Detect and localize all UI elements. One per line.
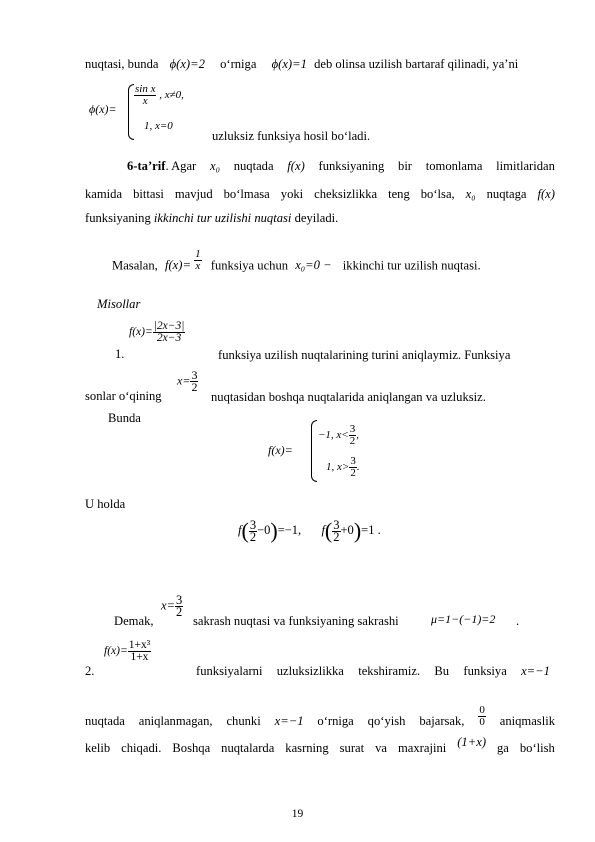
formula-x-minus-1: x=−1 bbox=[521, 664, 550, 678]
limit-value: =1 . bbox=[361, 522, 381, 537]
punctuation: , bbox=[356, 429, 359, 442]
zero-over-zero bbox=[478, 705, 486, 728]
fraction-denominator: 1+x bbox=[130, 651, 149, 663]
text-fragment: uzluksizlikka bbox=[276, 664, 344, 678]
phi-case-2: 1, x=0 bbox=[144, 120, 173, 132]
text-fragment: cheksizlikka bbox=[314, 187, 378, 201]
formula-1-plus-x: (1+x) bbox=[457, 735, 487, 749]
example-1-line-2 bbox=[85, 388, 162, 404]
text-fragment: funksiyalarni bbox=[196, 664, 263, 678]
formula-phi-2: ϕ(x)=2 bbox=[169, 57, 205, 71]
example-2-line-3 bbox=[85, 735, 555, 756]
fraction-denominator: 2x−3 bbox=[156, 332, 182, 344]
fraction-denominator: 2 bbox=[349, 435, 356, 447]
text-fragment: bajarsak, bbox=[419, 714, 465, 728]
bunda-label: Bunda bbox=[108, 411, 141, 425]
defined-term: ikkinchi tur uzilishi nuqtasi bbox=[153, 211, 292, 225]
punctuation: . bbox=[516, 614, 520, 628]
text-fragment: aniqlanmagan, bbox=[138, 714, 213, 728]
limit-direction: −0 bbox=[257, 522, 271, 537]
text-fragment: Bu bbox=[434, 664, 450, 678]
definition-6-line-2 bbox=[85, 186, 555, 202]
formula-lhs: x= bbox=[161, 598, 175, 613]
text-fragment: bo‘lsa, bbox=[420, 187, 455, 201]
text-fragment: maxrajini bbox=[397, 741, 447, 755]
fraction-numerator: 1 bbox=[195, 248, 201, 260]
example-2-formula bbox=[104, 640, 151, 663]
text-fragment: qo‘yish bbox=[367, 714, 406, 728]
formula-x-minus-1: x=−1 bbox=[274, 714, 304, 728]
fraction-numerator: 3 bbox=[175, 593, 183, 607]
phi-def-caption: uzluksiz funksiya hosil bo‘ladi. bbox=[212, 129, 371, 143]
one-sided-limits: f( $\frac{3}{2}$ −0)=−1, f( $\frac{3}{2}$ +0)=1 . bbox=[238, 517, 381, 544]
text-fragment: funksiya bbox=[463, 664, 507, 678]
text-fragment: kamida bbox=[85, 187, 123, 201]
text-fragment: Masalan, bbox=[112, 258, 158, 273]
text-fragment: limitlaridan bbox=[496, 159, 555, 173]
fraction-denominator: 0 bbox=[479, 716, 485, 728]
example-2-number: 2. bbox=[85, 664, 95, 678]
formula-f-x: f(x)= bbox=[164, 258, 191, 273]
page-number: 19 bbox=[291, 808, 304, 820]
text-fragment: aniqmaslik bbox=[499, 714, 555, 728]
text-fragment: Boshqa bbox=[172, 741, 211, 755]
fraction-denominator: x bbox=[142, 95, 148, 107]
text-fragment: deb olinsa uzilish bartaraf qilinadi, ya’ni bbox=[314, 57, 519, 71]
formula-x0: x₀ bbox=[209, 159, 220, 173]
text-fragment: nuqtaga bbox=[486, 187, 527, 201]
formula-f: f bbox=[321, 522, 325, 537]
formula-f-x: f(x) bbox=[537, 187, 555, 201]
example-1-formula bbox=[129, 321, 185, 344]
punctuation: . bbox=[356, 461, 360, 474]
formula-f: f bbox=[238, 522, 242, 537]
text-fragment: teng bbox=[388, 187, 410, 201]
text-fragment: funksiya uchun bbox=[210, 258, 289, 273]
piecewise-case-2 bbox=[326, 456, 360, 479]
text-fragment: bittasi bbox=[133, 187, 164, 201]
formula-x0: x₀ bbox=[465, 187, 476, 201]
formula-lhs: x= bbox=[177, 373, 191, 388]
piecewise-lhs: f(x)= bbox=[268, 443, 293, 457]
case-expression: 1, x> bbox=[326, 461, 350, 474]
formula-f-x: f(x) bbox=[287, 159, 305, 173]
example-1-line-2-end: nuqtasidan boshqa nuqtalarida aniqlangan va uzluksiz. bbox=[211, 390, 486, 404]
text-fragment: bir bbox=[398, 159, 413, 173]
text-fragment: . Agar bbox=[165, 159, 197, 173]
text-fragment: chiqadi. bbox=[121, 741, 162, 755]
text-fragment: funksiyaning bbox=[318, 159, 385, 173]
case-condition: , x≠0, bbox=[159, 89, 184, 102]
text-fragment: funksiyaning bbox=[85, 211, 151, 225]
example-1-text: funksiya uzilish nuqtalarining turini aniqlaymiz. Funksiya bbox=[218, 348, 511, 362]
fraction-numerator: sin x bbox=[135, 83, 156, 95]
text-fragment: chunki bbox=[226, 714, 261, 728]
fraction-numerator: 3 bbox=[349, 423, 356, 435]
example-2-line-1 bbox=[196, 663, 550, 679]
phi-lhs: ϕ(x)= bbox=[89, 102, 117, 116]
example-1-number: 1. bbox=[115, 347, 125, 361]
case-expression: −1, x< bbox=[318, 429, 349, 442]
text-fragment: nuqtada bbox=[233, 159, 274, 173]
example-line bbox=[112, 248, 481, 278]
fraction-numerator: 3 bbox=[191, 368, 198, 382]
demak-text: sakrash nuqtasi va funksiyaning sakrashi bbox=[193, 614, 399, 628]
text-fragment: va bbox=[375, 741, 387, 755]
formula-x-three-halves bbox=[177, 370, 198, 393]
text-fragment: mavjud bbox=[174, 187, 213, 201]
example-2-line-2 bbox=[85, 704, 555, 736]
definition-6-line-1 bbox=[127, 158, 555, 174]
demak-x bbox=[161, 595, 183, 618]
text-fragment: deyiladi. bbox=[294, 211, 339, 225]
fraction-denominator: x bbox=[195, 260, 201, 272]
fraction-numerator: 0 bbox=[479, 704, 485, 716]
piecewise-brace bbox=[311, 420, 317, 482]
fraction-numerator: 1+x³ bbox=[128, 639, 151, 651]
fraction-denominator: 2 bbox=[333, 529, 340, 544]
formula-phi-1: ϕ(x)=1 bbox=[271, 57, 307, 71]
text-fragment: tekshiramiz. bbox=[358, 664, 421, 678]
text-fragment: kasrning bbox=[285, 741, 329, 755]
fraction-denominator: 2 bbox=[350, 467, 356, 479]
text-fragment: nuqtasi, bunda bbox=[85, 57, 159, 71]
limit-direction: +0 bbox=[340, 522, 354, 537]
text-fragment: surat bbox=[339, 741, 365, 755]
text-line-1 bbox=[85, 56, 555, 72]
formula-lhs: f(x)= bbox=[129, 326, 153, 339]
text-fragment: tomonlama bbox=[425, 159, 483, 173]
fraction-numerator: |2x−3| bbox=[153, 320, 185, 332]
text-fragment: sonlar o‘qining bbox=[85, 389, 162, 403]
definition-label: 6-ta’rif bbox=[127, 159, 166, 173]
formula-lhs: f(x)= bbox=[104, 645, 128, 658]
formula-x0-limit: x₀=0 − bbox=[295, 258, 332, 273]
jump-formula: μ=1−(−1)=2 bbox=[431, 612, 496, 626]
text-fragment: o‘rniga bbox=[220, 57, 257, 71]
text-fragment: nuqtada bbox=[85, 714, 125, 728]
section-heading-misollar: Misollar bbox=[97, 297, 141, 311]
text-fragment: ga bbox=[497, 741, 509, 755]
piecewise-case-1 bbox=[318, 424, 359, 447]
text-fragment: kelib bbox=[85, 741, 111, 755]
fraction-denominator: 2 bbox=[175, 605, 183, 619]
phi-case-1 bbox=[134, 84, 184, 107]
text-fragment: ikkinchi tur uzilish nuqtasi. bbox=[342, 258, 481, 273]
limit-value: =−1, bbox=[277, 522, 302, 537]
fraction-numerator: 3 bbox=[333, 517, 340, 532]
text-fragment: o‘rniga bbox=[317, 714, 354, 728]
u-holda-label: U holda bbox=[85, 497, 126, 511]
fraction-denominator: 2 bbox=[191, 380, 198, 394]
fraction-numerator: 3 bbox=[249, 517, 257, 532]
text-fragment: yoki bbox=[280, 187, 304, 201]
fraction-numerator: 3 bbox=[350, 455, 356, 467]
definition-6-line-3 bbox=[85, 210, 338, 226]
demak-label: Demak, bbox=[114, 614, 154, 628]
text-fragment: nuqtalarda bbox=[221, 741, 275, 755]
text-fragment: bo‘lish bbox=[519, 741, 555, 755]
fraction-denominator: 2 bbox=[249, 529, 257, 544]
text-fragment: bo‘lmasa bbox=[223, 187, 270, 201]
